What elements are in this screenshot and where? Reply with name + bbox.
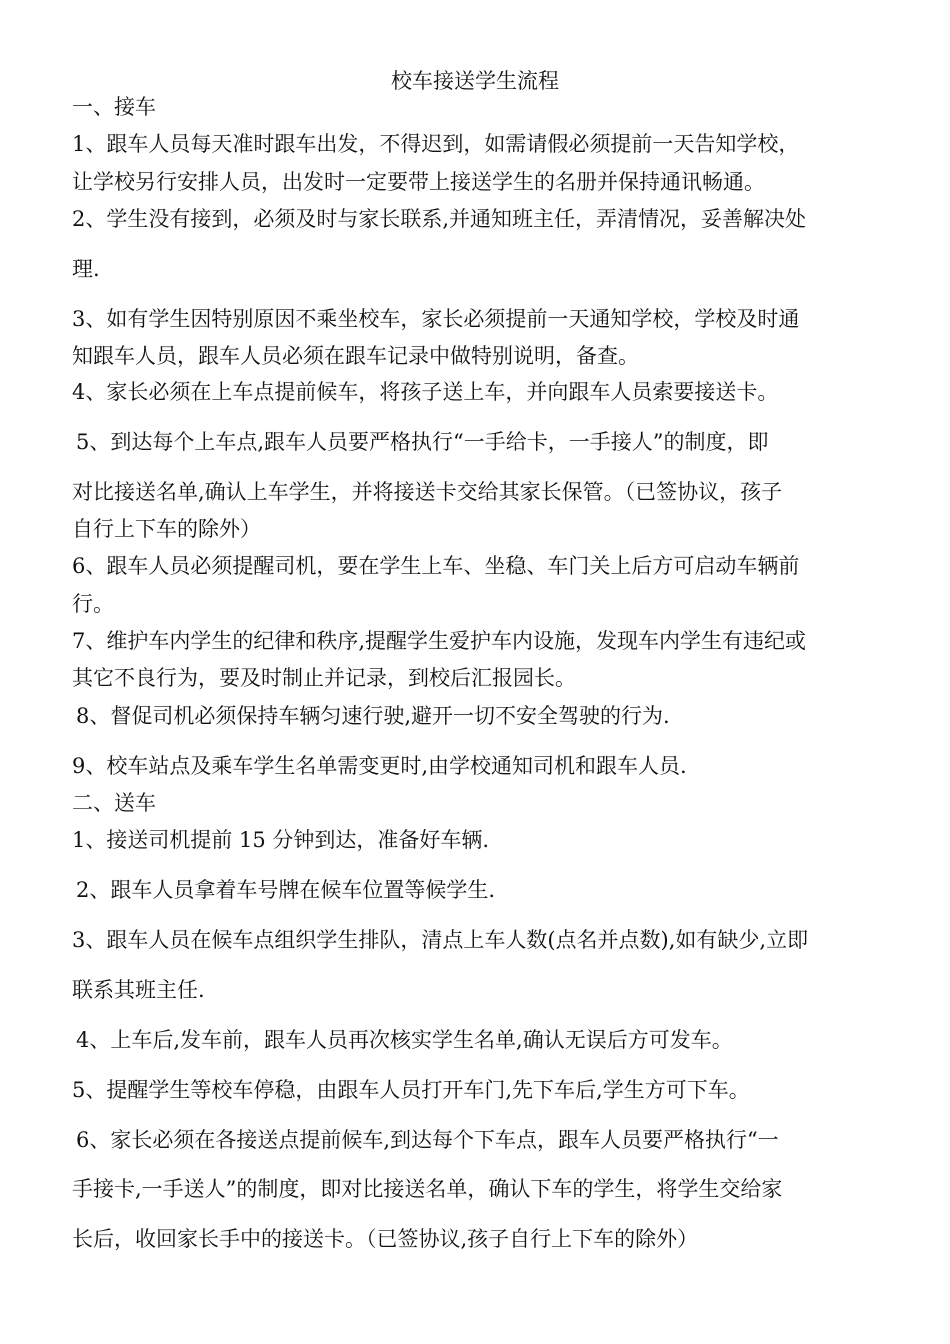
paragraph-line: 5、到达每个上车点,跟车人员要严格执行“一手给卡，一手接人”的制度，即	[76, 430, 769, 454]
paragraph-line: 9、校车站点及乘车学生名单需变更时,由学校通知司机和跟车人员.	[72, 754, 687, 778]
section-heading-pickup: 一、接车	[72, 95, 156, 119]
paragraph-line: 行。	[72, 592, 114, 616]
paragraph-line: 4、上车后,发车前，跟车人员再次核实学生名单,确认无误后方可发车。	[76, 1028, 733, 1052]
paragraph-line: 2、跟车人员拿着车号牌在候车位置等候学生.	[76, 878, 496, 902]
paragraph-line: 8、督促司机必须保持车辆匀速行驶,避开一切不安全驾驶的行为.	[76, 704, 670, 728]
paragraph-line: 6、家长必须在各接送点提前候车,到达每个下车点，跟车人员要严格执行“一	[76, 1128, 779, 1152]
paragraph-line: 知跟车人员，跟车人员必须在跟车记录中做特别说明，备查。	[72, 344, 639, 368]
paragraph-line: 6、跟车人员必须提醒司机，要在学生上车、坐稳、车门关上后方可启动车辆前	[72, 554, 800, 578]
paragraph-line: 理.	[72, 257, 100, 281]
paragraph-line: 3、跟车人员在候车点组织学生排队，清点上车人数(点名并点数),如有缺少,立即	[72, 928, 809, 952]
paragraph-line: 自行上下车的除外）	[72, 517, 261, 541]
paragraph-line: 5、提醒学生等校车停稳，由跟车人员打开车门,先下车后,学生方可下车。	[72, 1078, 750, 1102]
paragraph-line: 其它不良行为，要及时制止并记录，到校后汇报园长。	[72, 666, 576, 690]
section-heading-dropoff: 二、送车	[72, 791, 156, 815]
paragraph-line: 手接卡,一手送人”的制度，即对比接送名单，确认下车的学生，将学生交给家	[72, 1177, 783, 1201]
paragraph-line: 2、学生没有接到，必须及时与家长联系,并通知班主任，弄清情况，妥善解决处	[72, 207, 807, 231]
paragraph-line: 4、家长必须在上车点提前候车，将孩子送上车，并向跟车人员索要接送卡。	[72, 380, 779, 404]
paragraph-line: 联系其班主任.	[72, 978, 205, 1002]
document-title: 校车接送学生流程	[391, 69, 559, 93]
paragraph-line: 3、如有学生因特别原因不乘坐校车，家长必须提前一天通知学校，学校及时通	[72, 307, 800, 331]
paragraph-line: 1、接送司机提前 15 分钟到达，准备好车辆.	[72, 828, 490, 852]
paragraph-line: 7、维护车内学生的纪律和秩序,提醒学生爱护车内设施，发现车内学生有违纪或	[72, 629, 807, 653]
paragraph-line: 1、跟车人员每天准时跟车出发，不得迟到，如需请假必须提前一天告知学校，	[72, 132, 800, 156]
paragraph-line: 对比接送名单,确认上车学生，并将接送卡交给其家长保管。（已签协议，孩子	[72, 480, 783, 504]
paragraph-line: 让学校另行安排人员，出发时一定要带上接送学生的名册并保持通讯畅通。	[72, 170, 765, 194]
paragraph-line: 长后，收回家长手中的接送卡。（已签协议,孩子自行上下车的除外）	[72, 1227, 699, 1251]
